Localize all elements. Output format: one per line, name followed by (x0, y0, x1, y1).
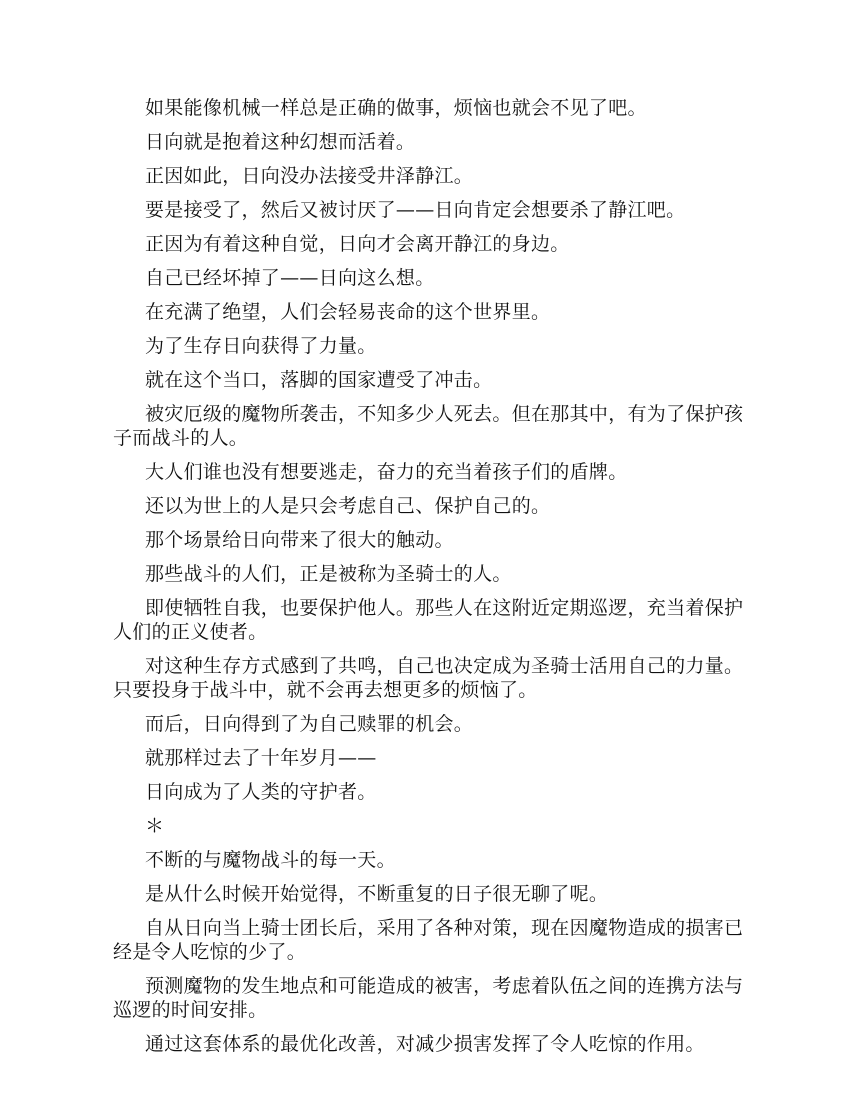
paragraph: 对这种生存方式感到了共鸣，自己也决定成为圣骑士活用自己的力量。只要投身于战斗中，就不会再去想更多的烦恼了。 (113, 655, 744, 701)
paragraph: 要是接受了，然后又被讨厌了——日向肯定会想要杀了静江吧。 (145, 199, 686, 221)
section-separator: ＊ (145, 815, 165, 837)
paragraph: 即使牺牲自我，也要保护他人。那些人在这附近定期巡逻，充当着保护人们的正义使者。 (113, 597, 744, 643)
paragraph: 大人们谁也没有想要逃走，奋力的充当着孩子们的盾牌。 (145, 461, 628, 483)
paragraph: 自己已经坏掉了——日向这么想。 (145, 267, 435, 289)
paragraph: 正因如此，日向没办法接受井泽静江。 (145, 165, 474, 187)
paragraph: 自从日向当上骑士团长后，采用了各种对策，现在因魔物造成的损害已经是令人吃惊的少了。 (113, 917, 744, 963)
paragraph: 预测魔物的发生地点和可能造成的被害，考虑着队伍之间的连携方法与巡逻的时间安排。 (113, 975, 744, 1021)
paragraph: 那些战斗的人们，正是被称为圣骑士的人。 (145, 563, 512, 585)
paragraph: 不断的与魔物战斗的每一天。 (145, 849, 396, 871)
paragraph: 而后，日向得到了为自己赎罪的机会。 (145, 713, 474, 735)
paragraph: 还以为世上的人是只会考虑自己、保护自己的。 (145, 495, 551, 517)
paragraph: 被灾厄级的魔物所袭击，不知多少人死去。但在那其中，有为了保护孩子而战斗的人。 (113, 403, 744, 449)
paragraph: 是从什么时候开始觉得，不断重复的日子很无聊了呢。 (145, 883, 609, 905)
paragraph: 日向成为了人类的守护者。 (145, 781, 377, 803)
paragraph: 通过这套体系的最优化改善，对减少损害发挥了令人吃惊的作用。 (145, 1033, 705, 1055)
paragraph: 在充满了绝望，人们会轻易丧命的这个世界里。 (145, 301, 551, 323)
paragraph: 就那样过去了十年岁月—— (145, 747, 377, 769)
paragraph: 为了生存日向获得了力量。 (145, 335, 377, 357)
paragraph: 就在这个当口，落脚的国家遭受了冲击。 (145, 369, 493, 391)
paragraph: 正因为有着这种自觉，日向才会离开静江的身边。 (145, 233, 570, 255)
paragraph: 如果能像机械一样总是正确的做事，烦恼也就会不见了吧。 (145, 97, 647, 119)
paragraph: 日向就是抱着这种幻想而活着。 (145, 131, 416, 153)
paragraph: 那个场景给日向带来了很大的触动。 (145, 529, 454, 551)
